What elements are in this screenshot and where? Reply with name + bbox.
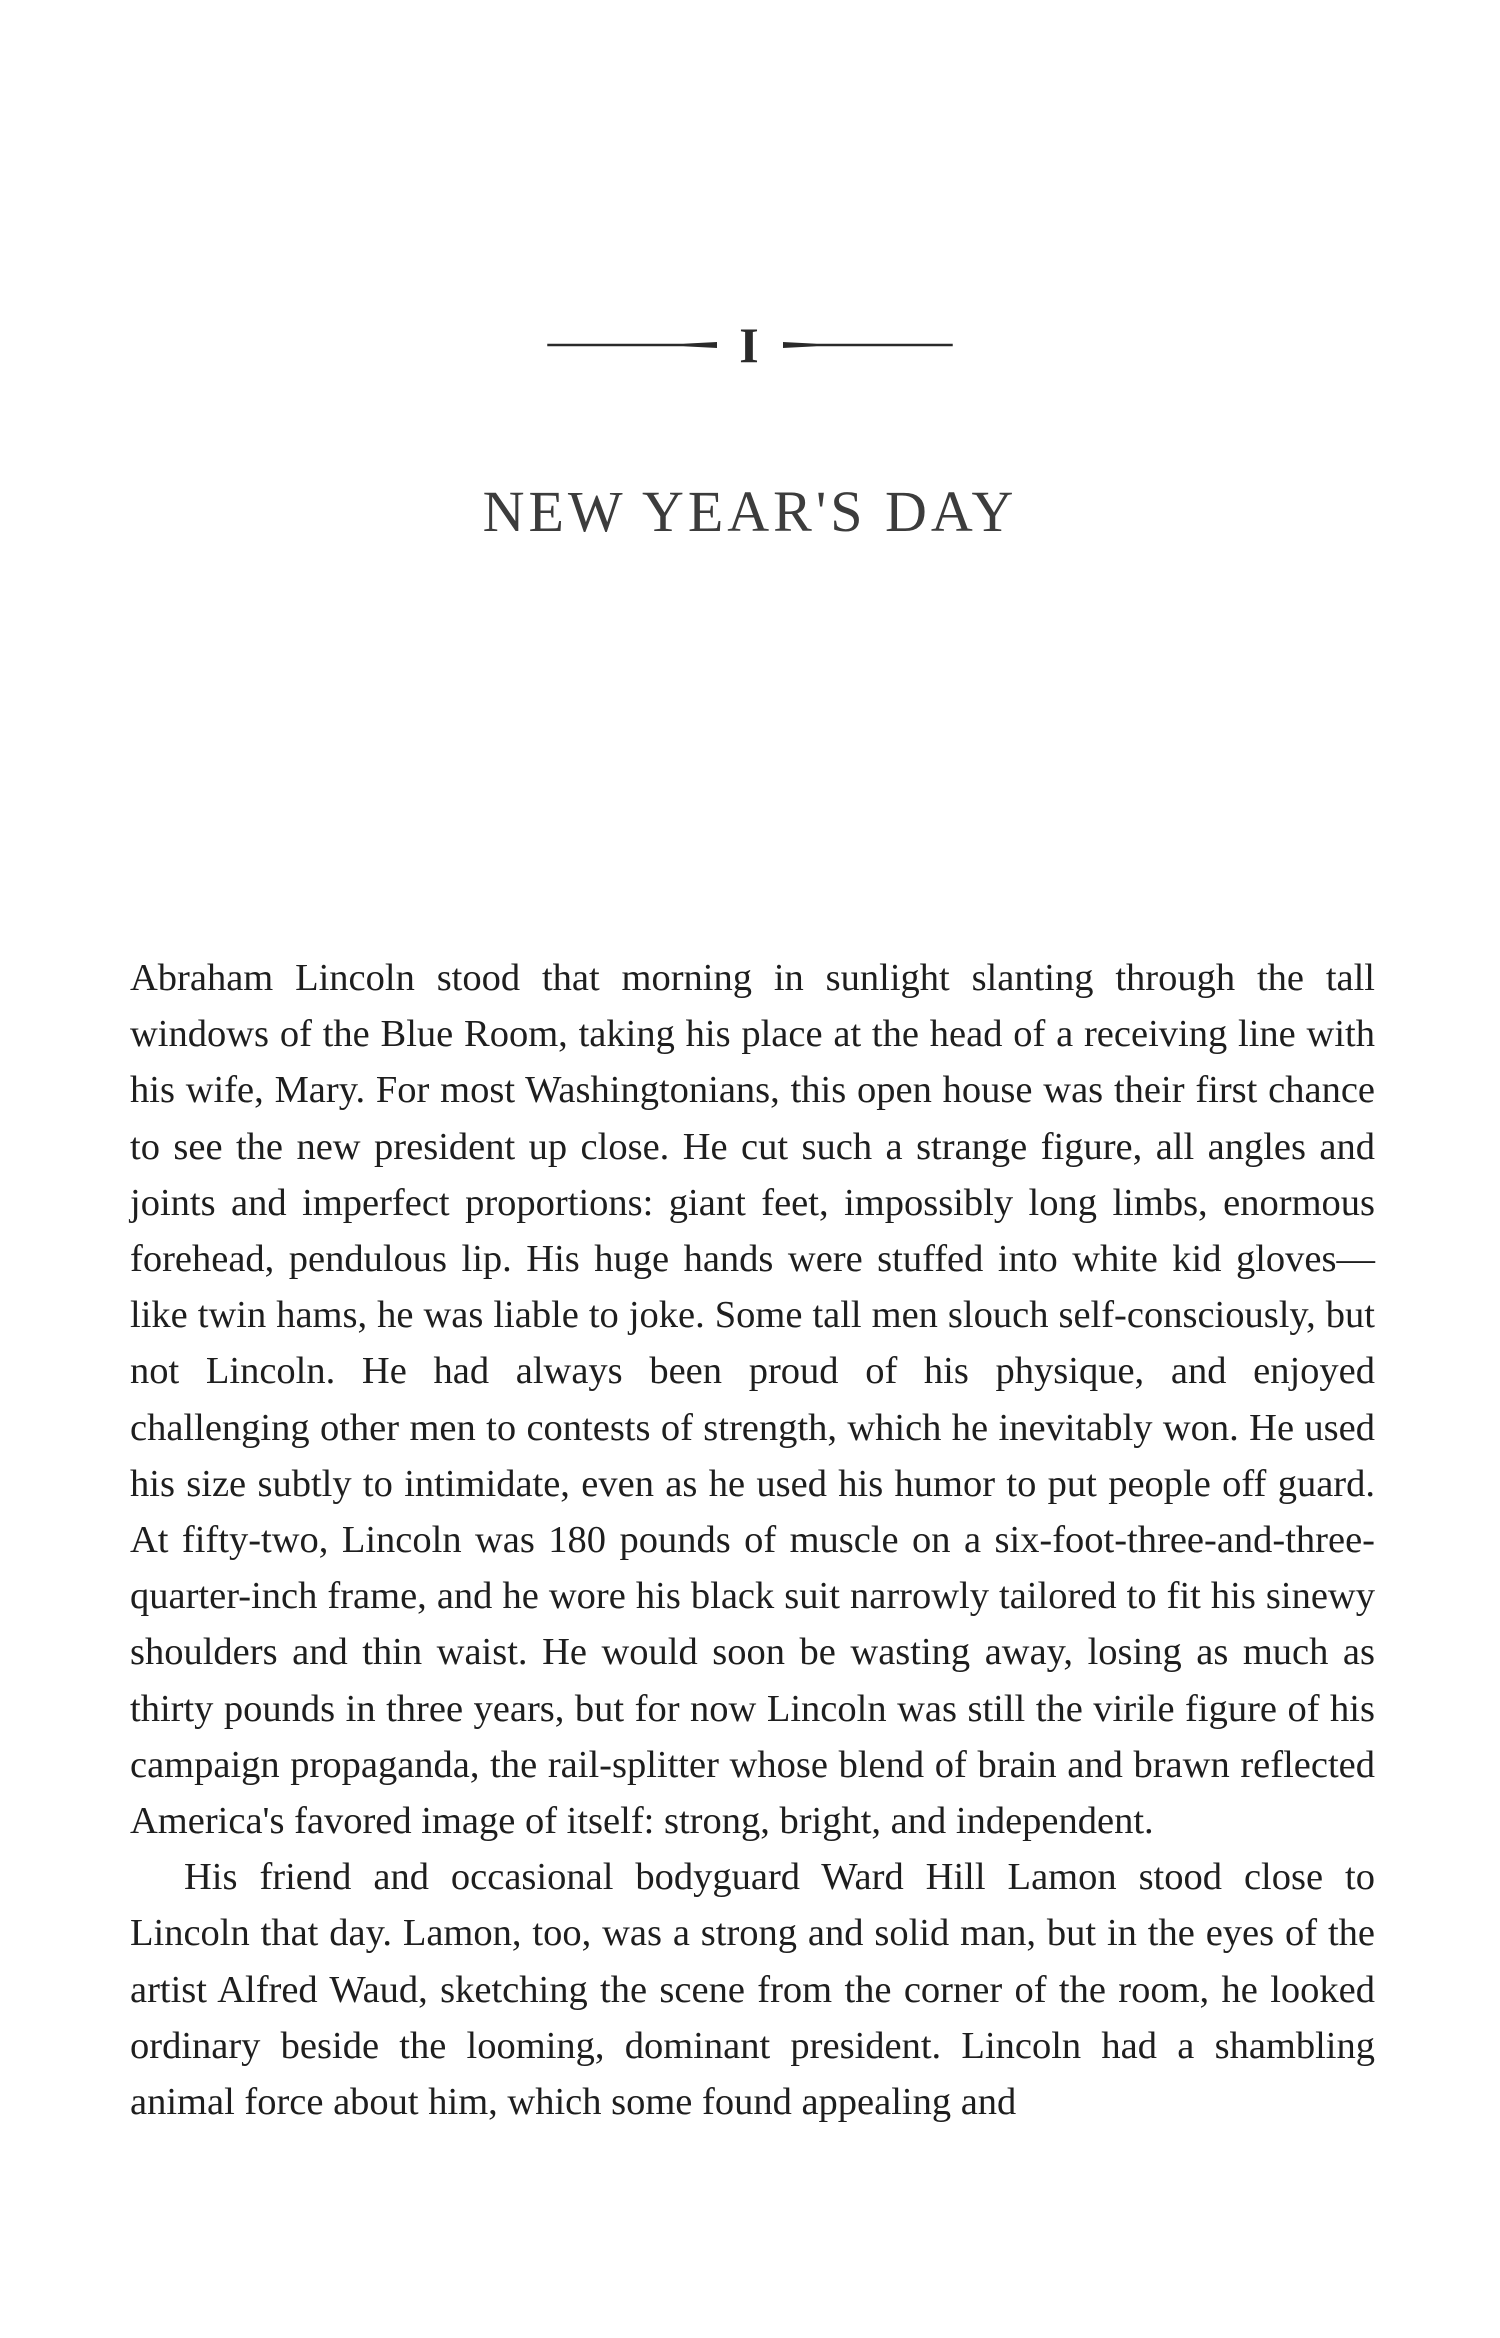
chapter-numeral: I [739, 317, 761, 373]
chapter-rule-right [783, 342, 953, 348]
chapter-marker [0, 300, 1500, 390]
paragraph-1: Abraham Lincoln stood that morning in sunlight slanting through the tall windows of the Blue Room, taking his place at the head of a receiving line with his wife, Mary. For most Washingtonians, this open house was their first chance to see the new president up close. He cut such a strange figure, all angles and joints and imperfect proportions: giant feet, impossibly long limbs, enormous forehead, pendulous lip. His huge hands were stuffed into white kid gloves—like twin hams, he was liable to joke. Some tall men slouch self-consciously, but not Lincoln. He had always been proud of his physique, and enjoyed challenging other men to contests of strength, which he inevitably won. He used his size subtly to intimidate, even as he used his humor to put people off guard. At fifty-two, Lincoln was 180 pounds of muscle on a six-foot-three-and-three-quarter-inch frame, and he wore his black suit narrowly tailored to fit his sinewy shoulders and thin waist. He would soon be wasting away, losing as much as thirty pounds in three years, but for now Lincoln was still the virile figure of his campaign propaganda, the rail-splitter whose blend of brain and brawn reflected America's favored image of itself: strong, bright, and independent. [130, 957, 1375, 1843]
chapter-rule-left [547, 342, 717, 348]
paragraph-2: His friend and occasional bodyguard Ward Hill Lamon stood close to Lincoln that day. Lamon, too, was a strong and solid man, but in the eyes of the artist Alfred Waud, sketching the scene from the corner of the room, he looked ordinary beside the looming, dominant president. Lincoln had a shambling animal force about him, which some found appealing and [130, 1856, 1375, 2124]
body-text [130, 950, 1375, 2130]
chapter-title: NEW YEAR'S DAY [482, 479, 1018, 544]
